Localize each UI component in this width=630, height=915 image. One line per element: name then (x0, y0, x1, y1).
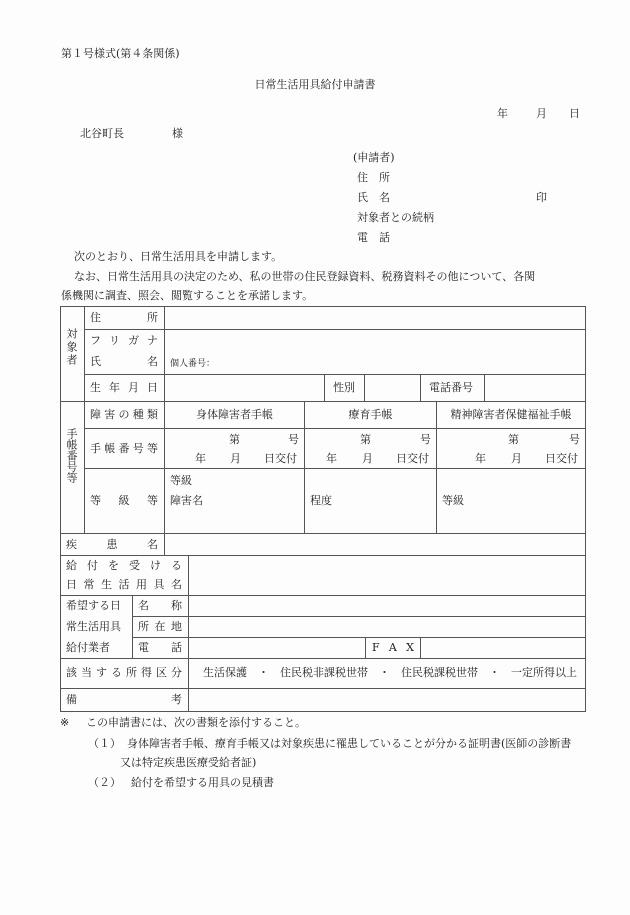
subject-name-input[interactable] (166, 331, 584, 373)
vendor-name-input[interactable] (190, 597, 584, 615)
rehab-no-suffix: 号 (420, 433, 431, 446)
physical-issued-month: 月 (230, 452, 241, 465)
disease-name-input[interactable] (166, 535, 584, 554)
physical-issued-year: 年 (195, 452, 206, 465)
fax-label: F A X (372, 641, 414, 654)
note-mark: ※ (60, 716, 70, 729)
vendor-group-line-1: 希望する日 (66, 599, 121, 612)
applicant-phone-label: 電 話 (357, 231, 390, 244)
mental-issued-day: 日交付 (545, 452, 578, 465)
physical-no-prefix: 第 (229, 433, 240, 446)
grade-label: 等 級 等 (90, 494, 158, 507)
income-options[interactable]: 生活保護 ・ 住民税非課税世帯 ・ 住民税課税世帯 ・ 一定所得以上 (203, 666, 577, 679)
gender-label: 性別 (333, 381, 355, 394)
form-number: 第１号様式(第４条関係) (61, 47, 180, 60)
date-year: 年 (497, 107, 508, 120)
physical-grade-label: 等級 (170, 474, 192, 487)
subject-address-label: 住 所 (90, 311, 158, 324)
subject-name-label: 氏 名 (90, 355, 158, 368)
remarks-label: 備 考 (66, 693, 182, 706)
phone-number-input[interactable] (486, 376, 584, 400)
item-label-line-1: 給 付 を 受 け る (66, 559, 182, 572)
physical-grade-input[interactable] (166, 470, 303, 532)
handbook-physical: 身体障害者手帳 (196, 408, 273, 421)
phone-number-label: 電話番号 (429, 381, 473, 394)
item-name-input[interactable] (190, 557, 584, 594)
applicant-address-label: 住 所 (357, 171, 390, 184)
subject-address-input[interactable] (166, 308, 584, 328)
note-item-2-number: （２） (88, 776, 121, 789)
physical-disability-name-label: 障害名 (170, 494, 203, 507)
mental-number-input[interactable] (438, 430, 584, 467)
rehab-issued-month: 月 (362, 452, 373, 465)
seal-mark: 印 (536, 191, 547, 204)
handbook-rehab: 療育手帳 (348, 408, 393, 421)
vendor-group-line-2: 常生活用具 (66, 620, 121, 633)
vendor-address-input[interactable] (190, 618, 584, 636)
intro-line-2: なお、日常生活用具の決定のため、私の世帯の住民登録資料、税務資料その他について、各関 (74, 270, 536, 283)
note-heading: この申請書には、次の書類を添付すること。 (86, 716, 306, 729)
physical-no-suffix: 号 (288, 433, 299, 446)
disability-type-label: 障 害 の 種 類 (90, 408, 158, 421)
personal-number-label: 個人番号： (170, 359, 216, 369)
date-month: 月 (536, 107, 547, 120)
rehab-degree-label: 程度 (310, 494, 332, 507)
intro-line-3: 係機関に調査、照会、閲覧することを承諾します。 (61, 289, 314, 302)
handbook-number-label: 手 帳 番 号 等 (90, 442, 158, 455)
note-item-1-line-1: 身体障害者手帳、療育手帳又は対象疾患に罹患していることが分かる証明書(医師の診断書 (127, 737, 572, 750)
applicant-relation-label: 対象者との続柄 (357, 211, 434, 224)
rehab-issued-year: 年 (326, 452, 337, 465)
furigana-label: フ リ ガ ナ (90, 334, 158, 347)
mental-issued-month: 月 (511, 452, 522, 465)
subject-group-label: 対象者 (65, 328, 78, 367)
vendor-name-label: 名 称 (138, 599, 182, 612)
birth-date-input[interactable] (166, 376, 323, 400)
fax-input[interactable] (422, 639, 584, 657)
handbook-mental: 精神障害者保健福祉手帳 (450, 408, 572, 421)
item-label-line-2: 日 常 生 活 用 具 名 (66, 578, 182, 591)
mental-grade-label: 等級 (442, 494, 464, 507)
applicant-heading: (申請者) (353, 151, 395, 164)
physical-issued-day: 日交付 (264, 452, 297, 465)
addressee-honorific: 様 (172, 127, 183, 140)
physical-number-input[interactable] (166, 430, 303, 467)
mental-grade-input[interactable] (438, 470, 584, 532)
birth-date-label: 生 年 月 日 (90, 381, 158, 394)
mental-issued-year: 年 (475, 452, 486, 465)
vendor-phone-label: 電 話 (138, 641, 182, 654)
rehab-number-input[interactable] (306, 430, 435, 467)
date-day: 日 (569, 107, 580, 120)
note-item-1-number: （１） (88, 737, 121, 750)
handbook-group-label: 手帳番号等 (65, 428, 78, 483)
vendor-address-label: 所 在 地 (138, 620, 182, 633)
mental-no-prefix: 第 (508, 433, 519, 446)
vendor-group-line-3: 給付業者 (66, 641, 110, 654)
disease-name-label: 疾 患 名 (66, 538, 158, 551)
applicant-name-label: 氏 名 (357, 191, 390, 204)
intro-line-1: 次のとおり、日常生活用具を申請します。 (74, 250, 283, 263)
rehab-issued-day: 日交付 (396, 452, 429, 465)
vendor-phone-input[interactable] (190, 639, 364, 657)
gender-input[interactable] (366, 376, 419, 400)
rehab-degree-input[interactable] (306, 470, 435, 532)
remarks-input[interactable] (190, 690, 584, 710)
income-category-label: 該 当 す る 所 得 区 分 (66, 666, 182, 679)
mental-no-suffix: 号 (569, 433, 580, 446)
rehab-no-prefix: 第 (360, 433, 371, 446)
addressee-name: 北谷町長 (80, 127, 124, 140)
note-item-1-line-2: 又は特定疾患医療受給者証) (120, 756, 257, 769)
note-item-2-line-1: 給付を希望する用具の見積書 (131, 776, 274, 789)
page-title: 日常生活用具給付申請書 (254, 78, 376, 91)
